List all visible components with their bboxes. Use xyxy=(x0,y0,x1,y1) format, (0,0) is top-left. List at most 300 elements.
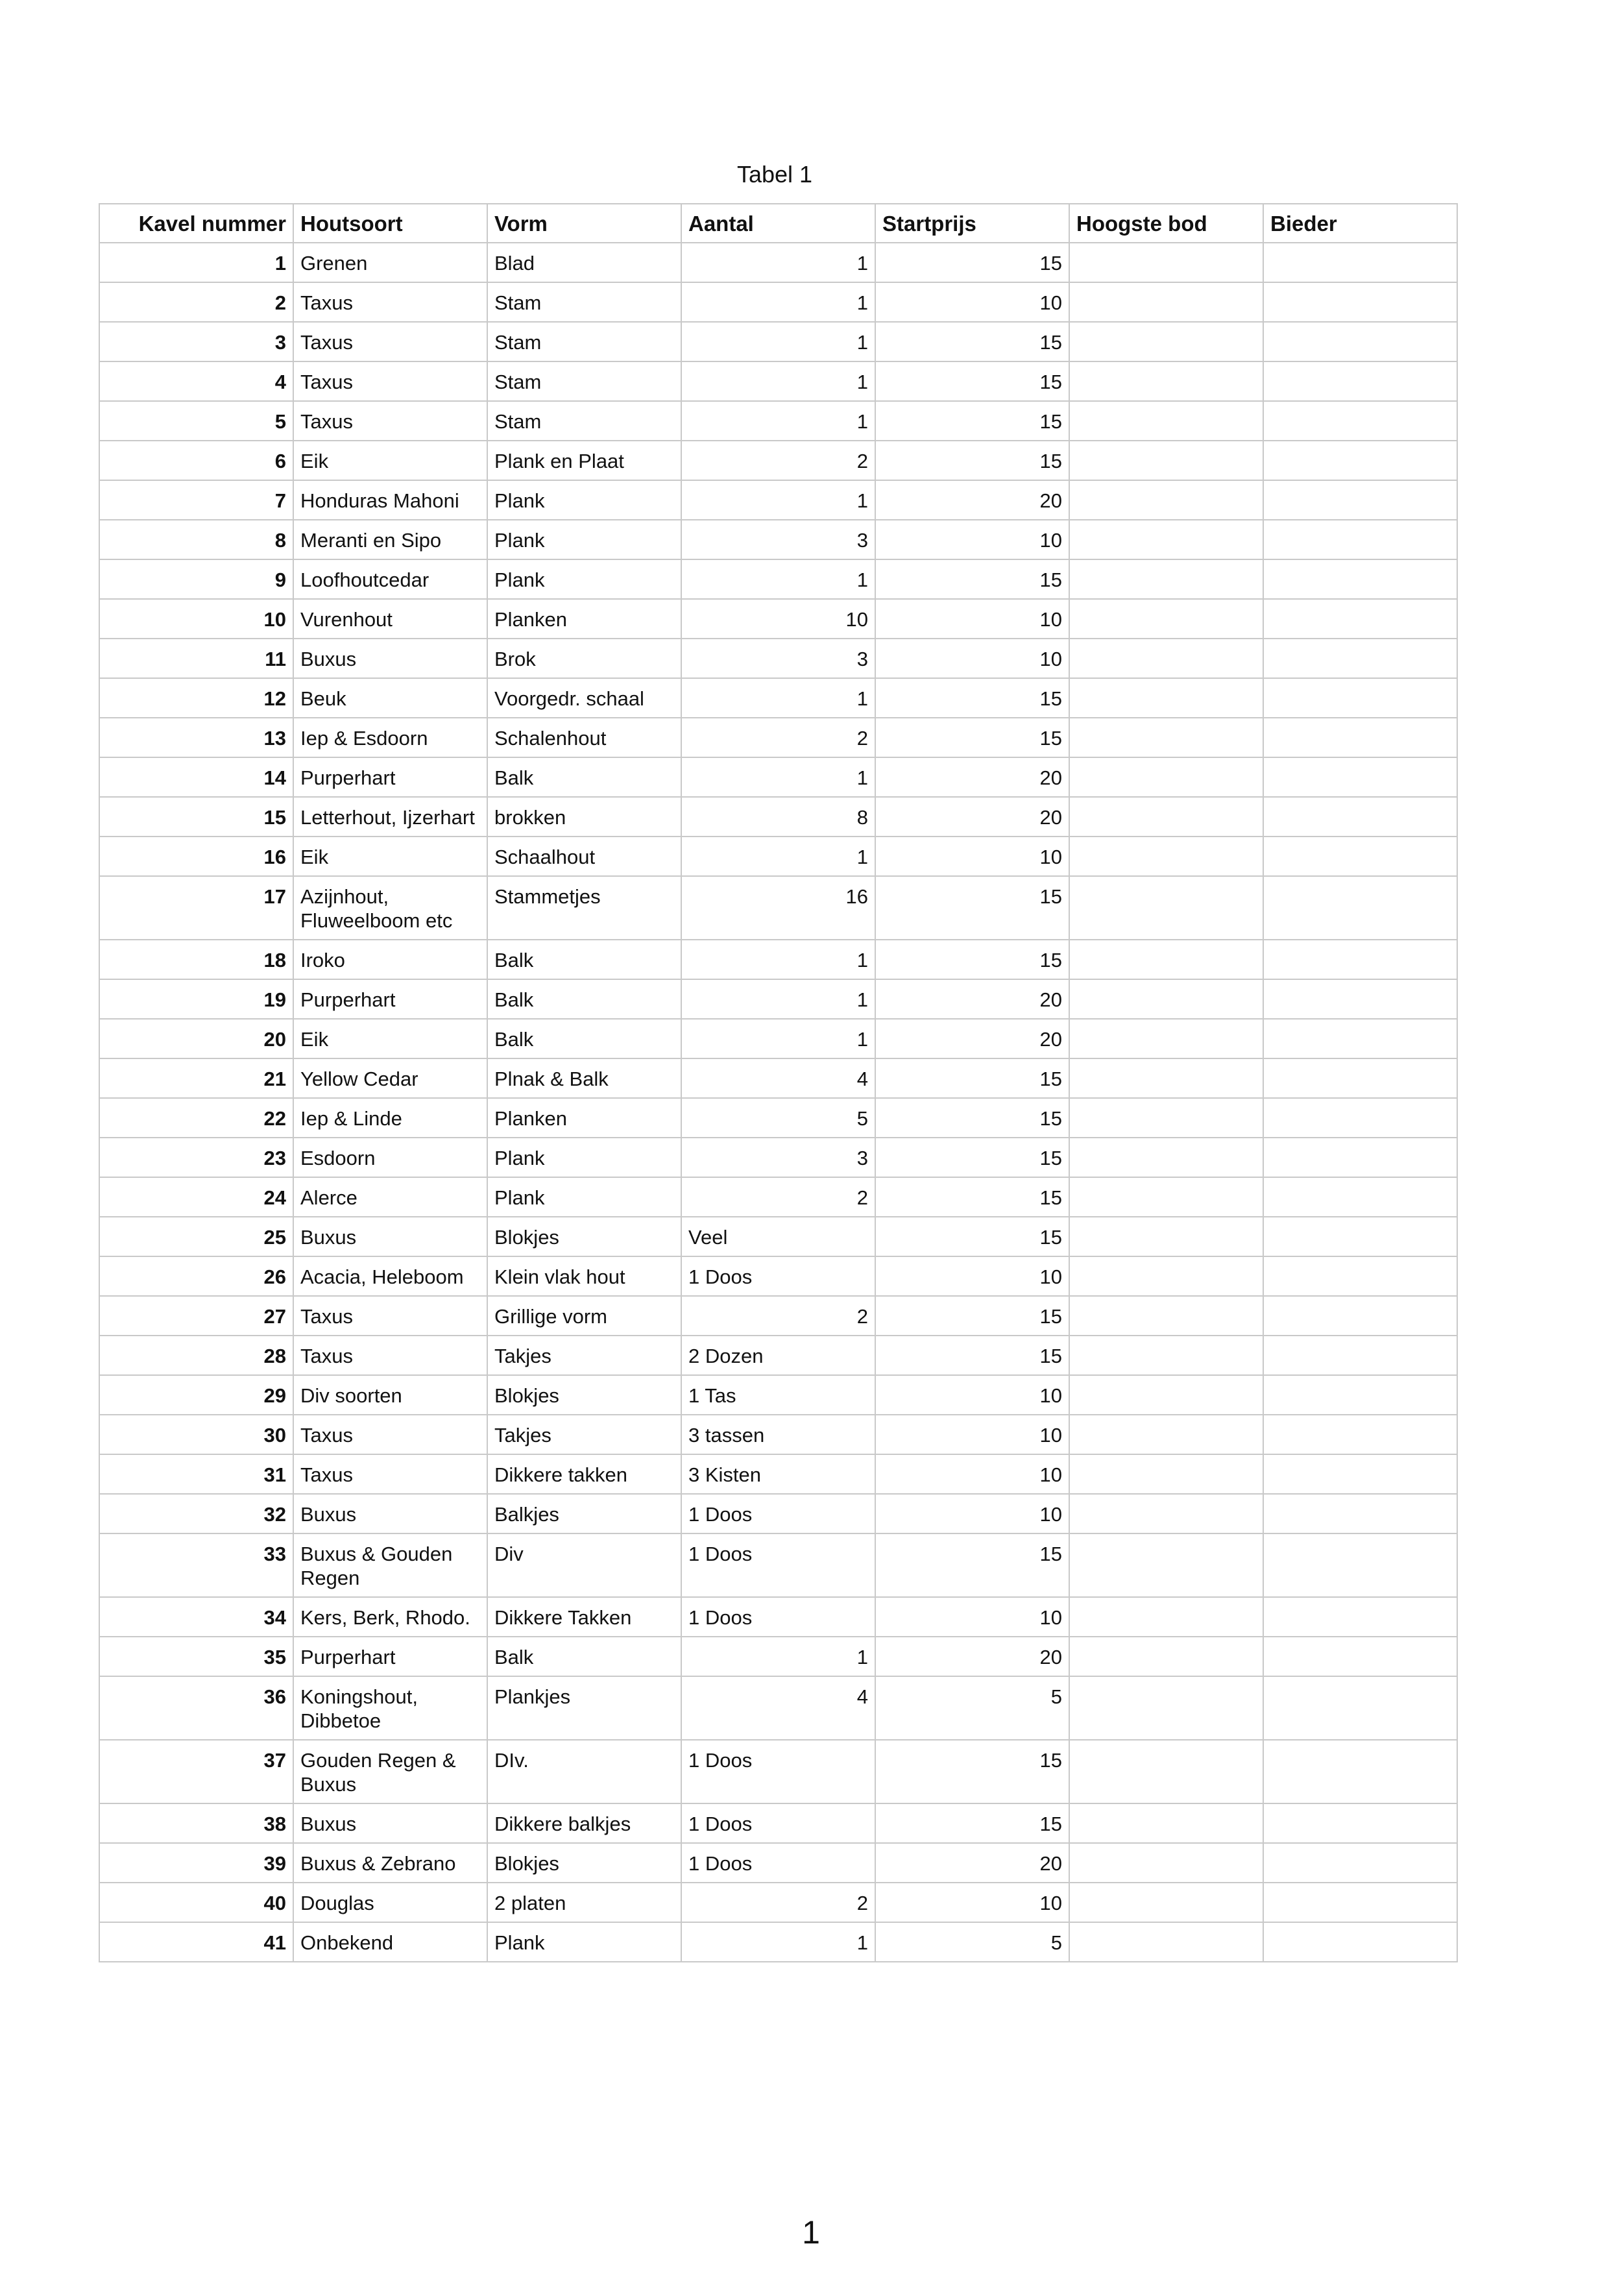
cell-startprijs: 15 xyxy=(875,1296,1069,1336)
cell-hoogste-bod xyxy=(1069,797,1263,837)
cell-startprijs: 20 xyxy=(875,797,1069,837)
cell-hoogste-bod xyxy=(1069,1740,1263,1803)
cell-hoogste-bod xyxy=(1069,1217,1263,1256)
cell-kavel-nummer: 24 xyxy=(99,1177,293,1217)
cell-aantal: 1 xyxy=(681,1637,875,1676)
cell-hoogste-bod xyxy=(1069,940,1263,979)
cell-hoogste-bod xyxy=(1069,520,1263,559)
cell-aantal: 2 xyxy=(681,1177,875,1217)
cell-vorm: Dikkere balkjes xyxy=(487,1803,681,1843)
table-row xyxy=(99,837,1457,876)
cell-startprijs: 10 xyxy=(875,1597,1069,1637)
cell-hoogste-bod xyxy=(1069,876,1263,940)
cell-aantal: 1 xyxy=(681,322,875,361)
table-row xyxy=(99,1922,1457,1962)
cell-startprijs: 15 xyxy=(875,1533,1069,1597)
cell-houtsoort: Iep & Linde xyxy=(293,1098,487,1138)
cell-vorm: Blokjes xyxy=(487,1217,681,1256)
cell-bieder xyxy=(1263,1138,1457,1177)
cell-kavel-nummer: 11 xyxy=(99,639,293,678)
cell-kavel-nummer: 28 xyxy=(99,1336,293,1375)
cell-aantal: 1 xyxy=(681,559,875,599)
cell-houtsoort: Taxus xyxy=(293,1336,487,1375)
cell-houtsoort: Purperhart xyxy=(293,1637,487,1676)
cell-aantal: 1 Doos xyxy=(681,1597,875,1637)
cell-kavel-nummer: 32 xyxy=(99,1494,293,1533)
table-row xyxy=(99,1803,1457,1843)
table-row xyxy=(99,1336,1457,1375)
cell-vorm: Blad xyxy=(487,243,681,282)
cell-hoogste-bod xyxy=(1069,1533,1263,1597)
cell-startprijs: 15 xyxy=(875,322,1069,361)
cell-startprijs: 10 xyxy=(875,837,1069,876)
cell-houtsoort: Taxus xyxy=(293,1296,487,1336)
cell-vorm: Plank xyxy=(487,559,681,599)
cell-startprijs: 10 xyxy=(875,1883,1069,1922)
cell-startprijs: 15 xyxy=(875,1058,1069,1098)
cell-houtsoort: Purperhart xyxy=(293,979,487,1019)
cell-startprijs: 20 xyxy=(875,1843,1069,1883)
cell-startprijs: 5 xyxy=(875,1676,1069,1740)
cell-hoogste-bod xyxy=(1069,1375,1263,1415)
cell-bieder xyxy=(1263,322,1457,361)
cell-kavel-nummer: 15 xyxy=(99,797,293,837)
cell-bieder xyxy=(1263,1058,1457,1098)
cell-hoogste-bod xyxy=(1069,1296,1263,1336)
header-startprijs: Startprijs xyxy=(875,204,1069,243)
cell-kavel-nummer: 19 xyxy=(99,979,293,1019)
cell-kavel-nummer: 21 xyxy=(99,1058,293,1098)
cell-startprijs: 10 xyxy=(875,1375,1069,1415)
table-row xyxy=(99,1296,1457,1336)
table-row xyxy=(99,480,1457,520)
cell-vorm: Plnak & Balk xyxy=(487,1058,681,1098)
cell-aantal: 1 Doos xyxy=(681,1256,875,1296)
cell-houtsoort: Yellow Cedar xyxy=(293,1058,487,1098)
cell-houtsoort: Iep & Esdoorn xyxy=(293,718,487,757)
cell-houtsoort: Buxus xyxy=(293,1217,487,1256)
cell-vorm: Plank en Plaat xyxy=(487,441,681,480)
cell-vorm: 2 platen xyxy=(487,1883,681,1922)
header-houtsoort: Houtsoort xyxy=(293,204,487,243)
cell-bieder xyxy=(1263,1256,1457,1296)
cell-hoogste-bod xyxy=(1069,1597,1263,1637)
table-row xyxy=(99,979,1457,1019)
cell-startprijs: 15 xyxy=(875,1138,1069,1177)
cell-houtsoort: Gouden Regen & Buxus xyxy=(293,1740,487,1803)
cell-bieder xyxy=(1263,940,1457,979)
cell-houtsoort: Taxus xyxy=(293,1415,487,1454)
cell-hoogste-bod xyxy=(1069,282,1263,322)
cell-bieder xyxy=(1263,1217,1457,1256)
cell-kavel-nummer: 25 xyxy=(99,1217,293,1256)
table-row xyxy=(99,1740,1457,1803)
cell-aantal: 3 xyxy=(681,520,875,559)
table-row xyxy=(99,1597,1457,1637)
cell-bieder xyxy=(1263,559,1457,599)
cell-startprijs: 10 xyxy=(875,282,1069,322)
cell-kavel-nummer: 1 xyxy=(99,243,293,282)
cell-houtsoort: Taxus xyxy=(293,322,487,361)
cell-startprijs: 15 xyxy=(875,1098,1069,1138)
cell-kavel-nummer: 10 xyxy=(99,599,293,639)
cell-aantal: 3 tassen xyxy=(681,1415,875,1454)
cell-houtsoort: Eik xyxy=(293,1019,487,1058)
header-row xyxy=(99,204,1457,243)
cell-hoogste-bod xyxy=(1069,1922,1263,1962)
cell-bieder xyxy=(1263,1922,1457,1962)
cell-bieder xyxy=(1263,1336,1457,1375)
cell-bieder xyxy=(1263,876,1457,940)
cell-vorm: Balk xyxy=(487,1637,681,1676)
cell-houtsoort: Taxus xyxy=(293,401,487,441)
cell-bieder xyxy=(1263,1740,1457,1803)
cell-houtsoort: Beuk xyxy=(293,678,487,718)
cell-aantal: 1 xyxy=(681,361,875,401)
cell-houtsoort: Iroko xyxy=(293,940,487,979)
cell-vorm: Stam xyxy=(487,361,681,401)
table-row xyxy=(99,1217,1457,1256)
cell-hoogste-bod xyxy=(1069,979,1263,1019)
cell-houtsoort: Buxus xyxy=(293,1494,487,1533)
cell-vorm: Blokjes xyxy=(487,1375,681,1415)
cell-kavel-nummer: 7 xyxy=(99,480,293,520)
cell-vorm: Dikkere takken xyxy=(487,1454,681,1494)
cell-startprijs: 15 xyxy=(875,876,1069,940)
cell-bieder xyxy=(1263,282,1457,322)
cell-kavel-nummer: 41 xyxy=(99,1922,293,1962)
cell-hoogste-bod xyxy=(1069,639,1263,678)
cell-hoogste-bod xyxy=(1069,322,1263,361)
cell-vorm: Grillige vorm xyxy=(487,1296,681,1336)
cell-bieder xyxy=(1263,1375,1457,1415)
cell-startprijs: 15 xyxy=(875,1336,1069,1375)
table-row xyxy=(99,678,1457,718)
cell-startprijs: 15 xyxy=(875,1177,1069,1217)
cell-houtsoort: Alerce xyxy=(293,1177,487,1217)
cell-kavel-nummer: 4 xyxy=(99,361,293,401)
cell-hoogste-bod xyxy=(1069,678,1263,718)
table-row xyxy=(99,1883,1457,1922)
table-row xyxy=(99,1098,1457,1138)
cell-houtsoort: Taxus xyxy=(293,1454,487,1494)
table-row xyxy=(99,757,1457,797)
cell-houtsoort: Taxus xyxy=(293,282,487,322)
cell-hoogste-bod xyxy=(1069,243,1263,282)
cell-bieder xyxy=(1263,1597,1457,1637)
cell-startprijs: 10 xyxy=(875,520,1069,559)
cell-hoogste-bod xyxy=(1069,1098,1263,1138)
cell-aantal: 1 xyxy=(681,940,875,979)
cell-kavel-nummer: 39 xyxy=(99,1843,293,1883)
cell-bieder xyxy=(1263,480,1457,520)
cell-houtsoort: Grenen xyxy=(293,243,487,282)
table-row xyxy=(99,441,1457,480)
table-row xyxy=(99,1138,1457,1177)
cell-vorm: Plank xyxy=(487,520,681,559)
cell-vorm: Blokjes xyxy=(487,1843,681,1883)
cell-startprijs: 20 xyxy=(875,1637,1069,1676)
cell-aantal: 4 xyxy=(681,1676,875,1740)
cell-kavel-nummer: 18 xyxy=(99,940,293,979)
cell-vorm: Plank xyxy=(487,1138,681,1177)
table-row xyxy=(99,1375,1457,1415)
cell-vorm: Balk xyxy=(487,979,681,1019)
cell-aantal: 4 xyxy=(681,1058,875,1098)
cell-houtsoort: Azijnhout, Fluweelboom etc xyxy=(293,876,487,940)
cell-aantal: 3 xyxy=(681,1138,875,1177)
cell-startprijs: 15 xyxy=(875,1740,1069,1803)
cell-startprijs: 20 xyxy=(875,1019,1069,1058)
cell-houtsoort: Esdoorn xyxy=(293,1138,487,1177)
cell-houtsoort: Koningshout, Dibbetoe xyxy=(293,1676,487,1740)
cell-aantal: 2 xyxy=(681,441,875,480)
cell-bieder xyxy=(1263,1177,1457,1217)
cell-bieder xyxy=(1263,1637,1457,1676)
cell-vorm: Schaalhout xyxy=(487,837,681,876)
cell-kavel-nummer: 22 xyxy=(99,1098,293,1138)
cell-vorm: Div xyxy=(487,1533,681,1597)
page-number: 1 xyxy=(802,2214,820,2251)
cell-aantal: 1 xyxy=(681,282,875,322)
cell-houtsoort: Eik xyxy=(293,441,487,480)
cell-houtsoort: Purperhart xyxy=(293,757,487,797)
cell-bieder xyxy=(1263,243,1457,282)
cell-bieder xyxy=(1263,1843,1457,1883)
table-row xyxy=(99,1843,1457,1883)
cell-hoogste-bod xyxy=(1069,718,1263,757)
cell-bieder xyxy=(1263,599,1457,639)
cell-bieder xyxy=(1263,1098,1457,1138)
cell-vorm: Balkjes xyxy=(487,1494,681,1533)
header-kavel-nummer: Kavel nummer xyxy=(99,204,293,243)
cell-bieder xyxy=(1263,1883,1457,1922)
cell-bieder xyxy=(1263,757,1457,797)
cell-hoogste-bod xyxy=(1069,1454,1263,1494)
cell-aantal: 2 xyxy=(681,1296,875,1336)
cell-bieder xyxy=(1263,797,1457,837)
cell-startprijs: 15 xyxy=(875,678,1069,718)
cell-vorm: Takjes xyxy=(487,1336,681,1375)
cell-kavel-nummer: 13 xyxy=(99,718,293,757)
cell-houtsoort: Douglas xyxy=(293,1883,487,1922)
table-row xyxy=(99,243,1457,282)
cell-aantal: 1 Doos xyxy=(681,1803,875,1843)
cell-kavel-nummer: 16 xyxy=(99,837,293,876)
cell-aantal: 10 xyxy=(681,599,875,639)
table-row xyxy=(99,1058,1457,1098)
cell-houtsoort: Loofhoutcedar xyxy=(293,559,487,599)
table-row xyxy=(99,1415,1457,1454)
cell-aantal: 2 xyxy=(681,718,875,757)
cell-kavel-nummer: 35 xyxy=(99,1637,293,1676)
table-row xyxy=(99,1676,1457,1740)
cell-hoogste-bod xyxy=(1069,1803,1263,1843)
table-row xyxy=(99,322,1457,361)
cell-aantal: 1 Tas xyxy=(681,1375,875,1415)
cell-hoogste-bod xyxy=(1069,1843,1263,1883)
cell-aantal: 1 xyxy=(681,1922,875,1962)
table-row xyxy=(99,599,1457,639)
cell-vorm: Stam xyxy=(487,322,681,361)
cell-houtsoort: Kers, Berk, Rhodo. xyxy=(293,1597,487,1637)
table-row xyxy=(99,1454,1457,1494)
cell-bieder xyxy=(1263,401,1457,441)
cell-houtsoort: Vurenhout xyxy=(293,599,487,639)
cell-hoogste-bod xyxy=(1069,1883,1263,1922)
cell-kavel-nummer: 14 xyxy=(99,757,293,797)
cell-hoogste-bod xyxy=(1069,1494,1263,1533)
cell-aantal: 1 Doos xyxy=(681,1843,875,1883)
auction-table xyxy=(99,203,1458,1962)
cell-vorm: DIv. xyxy=(487,1740,681,1803)
table-row xyxy=(99,282,1457,322)
cell-hoogste-bod xyxy=(1069,599,1263,639)
cell-aantal: 1 xyxy=(681,678,875,718)
cell-hoogste-bod xyxy=(1069,757,1263,797)
table-body xyxy=(99,243,1457,1962)
cell-bieder xyxy=(1263,979,1457,1019)
cell-startprijs: 10 xyxy=(875,599,1069,639)
cell-bieder xyxy=(1263,1676,1457,1740)
cell-kavel-nummer: 38 xyxy=(99,1803,293,1843)
cell-vorm: Voorgedr. schaal xyxy=(487,678,681,718)
cell-houtsoort: Honduras Mahoni xyxy=(293,480,487,520)
cell-vorm: Dikkere Takken xyxy=(487,1597,681,1637)
cell-aantal: 1 xyxy=(681,837,875,876)
cell-startprijs: 15 xyxy=(875,1217,1069,1256)
header-vorm: Vorm xyxy=(487,204,681,243)
cell-vorm: Stam xyxy=(487,282,681,322)
cell-hoogste-bod xyxy=(1069,1676,1263,1740)
cell-hoogste-bod xyxy=(1069,1058,1263,1098)
table-row xyxy=(99,520,1457,559)
cell-vorm: Schalenhout xyxy=(487,718,681,757)
cell-aantal: 3 Kisten xyxy=(681,1454,875,1494)
cell-hoogste-bod xyxy=(1069,480,1263,520)
cell-bieder xyxy=(1263,1533,1457,1597)
cell-startprijs: 15 xyxy=(875,940,1069,979)
cell-kavel-nummer: 3 xyxy=(99,322,293,361)
cell-kavel-nummer: 27 xyxy=(99,1296,293,1336)
cell-kavel-nummer: 6 xyxy=(99,441,293,480)
cell-kavel-nummer: 23 xyxy=(99,1138,293,1177)
table-row xyxy=(99,1256,1457,1296)
cell-bieder xyxy=(1263,441,1457,480)
cell-vorm: Plankjes xyxy=(487,1676,681,1740)
cell-kavel-nummer: 30 xyxy=(99,1415,293,1454)
cell-startprijs: 10 xyxy=(875,1454,1069,1494)
cell-aantal: Veel xyxy=(681,1217,875,1256)
cell-vorm: Takjes xyxy=(487,1415,681,1454)
table-row xyxy=(99,1019,1457,1058)
cell-hoogste-bod xyxy=(1069,1177,1263,1217)
header-hoogste-bod: Hoogste bod xyxy=(1069,204,1263,243)
cell-startprijs: 10 xyxy=(875,1494,1069,1533)
cell-houtsoort: Buxus xyxy=(293,639,487,678)
cell-houtsoort: Buxus & Zebrano xyxy=(293,1843,487,1883)
table-row xyxy=(99,876,1457,940)
cell-houtsoort: Buxus & Gouden Regen xyxy=(293,1533,487,1597)
cell-startprijs: 10 xyxy=(875,1256,1069,1296)
cell-aantal: 5 xyxy=(681,1098,875,1138)
cell-bieder xyxy=(1263,1296,1457,1336)
cell-kavel-nummer: 37 xyxy=(99,1740,293,1803)
cell-bieder xyxy=(1263,1494,1457,1533)
cell-vorm: Balk xyxy=(487,1019,681,1058)
cell-kavel-nummer: 31 xyxy=(99,1454,293,1494)
cell-aantal: 1 xyxy=(681,979,875,1019)
cell-kavel-nummer: 17 xyxy=(99,876,293,940)
cell-houtsoort: Acacia, Heleboom xyxy=(293,1256,487,1296)
header-aantal: Aantal xyxy=(681,204,875,243)
cell-hoogste-bod xyxy=(1069,361,1263,401)
cell-hoogste-bod xyxy=(1069,837,1263,876)
cell-kavel-nummer: 5 xyxy=(99,401,293,441)
cell-bieder xyxy=(1263,520,1457,559)
header-bieder: Bieder xyxy=(1263,204,1457,243)
cell-startprijs: 15 xyxy=(875,559,1069,599)
cell-kavel-nummer: 12 xyxy=(99,678,293,718)
cell-vorm: Stam xyxy=(487,401,681,441)
cell-hoogste-bod xyxy=(1069,441,1263,480)
cell-hoogste-bod xyxy=(1069,1138,1263,1177)
cell-vorm: Plank xyxy=(487,1922,681,1962)
cell-kavel-nummer: 33 xyxy=(99,1533,293,1597)
cell-kavel-nummer: 20 xyxy=(99,1019,293,1058)
cell-bieder xyxy=(1263,361,1457,401)
cell-vorm: Klein vlak hout xyxy=(487,1256,681,1296)
cell-vorm: Planken xyxy=(487,1098,681,1138)
cell-startprijs: 20 xyxy=(875,480,1069,520)
cell-aantal: 1 Doos xyxy=(681,1533,875,1597)
cell-vorm: Balk xyxy=(487,940,681,979)
cell-startprijs: 15 xyxy=(875,401,1069,441)
cell-hoogste-bod xyxy=(1069,559,1263,599)
cell-bieder xyxy=(1263,639,1457,678)
cell-aantal: 1 xyxy=(681,401,875,441)
cell-kavel-nummer: 29 xyxy=(99,1375,293,1415)
cell-startprijs: 10 xyxy=(875,1415,1069,1454)
table-row xyxy=(99,940,1457,979)
cell-startprijs: 15 xyxy=(875,243,1069,282)
cell-houtsoort: Onbekend xyxy=(293,1922,487,1962)
cell-kavel-nummer: 9 xyxy=(99,559,293,599)
cell-vorm: Stammetjes xyxy=(487,876,681,940)
cell-houtsoort: Letterhout, Ijzerhart xyxy=(293,797,487,837)
cell-aantal: 16 xyxy=(681,876,875,940)
cell-houtsoort: Div soorten xyxy=(293,1375,487,1415)
cell-aantal: 1 Doos xyxy=(681,1740,875,1803)
cell-bieder xyxy=(1263,718,1457,757)
cell-aantal: 1 xyxy=(681,1019,875,1058)
cell-hoogste-bod xyxy=(1069,401,1263,441)
table-title: Tabel 1 xyxy=(736,161,813,188)
cell-kavel-nummer: 36 xyxy=(99,1676,293,1740)
table-row xyxy=(99,1177,1457,1217)
table-row xyxy=(99,401,1457,441)
cell-aantal: 2 xyxy=(681,1883,875,1922)
cell-houtsoort: Meranti en Sipo xyxy=(293,520,487,559)
cell-bieder xyxy=(1263,678,1457,718)
table-row xyxy=(99,639,1457,678)
table-row xyxy=(99,1533,1457,1597)
cell-houtsoort: Buxus xyxy=(293,1803,487,1843)
cell-startprijs: 20 xyxy=(875,979,1069,1019)
cell-kavel-nummer: 8 xyxy=(99,520,293,559)
cell-bieder xyxy=(1263,1415,1457,1454)
cell-vorm: Balk xyxy=(487,757,681,797)
